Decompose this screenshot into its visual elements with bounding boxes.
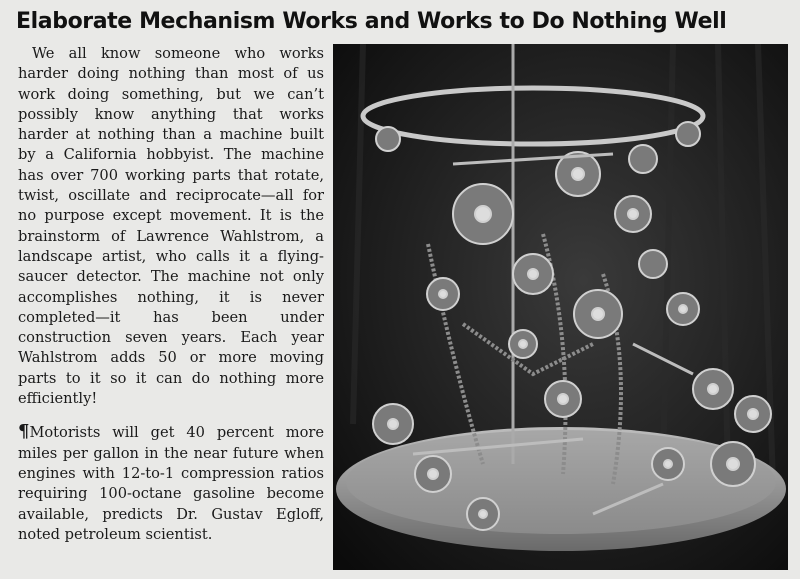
article-body: We all know someone who works harder doing nothing than most of us work doing something, but we can’t possibly know anything that works harder at nothing than a machine built by a California hobbyist. The machine has over 700 working parts that rotate, twist, oscillate and reciprocate—all for no purpose except movement. It is the brainstorm of Lawrence Wahlstrom, a landscape artist, who calls it a flying-saucer detector. The machine not only accomplishes nothing, it is never completed—it has been under construction seven years. Each year Wahlstrom adds 50 or more moving parts to it so it can do nothing more efficiently!	[18, 45, 324, 408]
headline: Elaborate Mechanism Works and Works to Do Nothing Well	[16, 9, 727, 34]
text-column	[18, 44, 324, 545]
news-item-text: Motorists will get 40 percent more miles per gallon in the near future when engines with 12-to-1 compression ratios requiring 100-octane gasoline become available, predicts Dr. Gustav Egloff, noted petroleum scientist.	[18, 424, 324, 543]
machine-photo	[333, 44, 788, 570]
machine-illustration	[333, 44, 788, 570]
pilcrow-mark: ¶	[18, 421, 30, 443]
news-item	[18, 423, 324, 545]
